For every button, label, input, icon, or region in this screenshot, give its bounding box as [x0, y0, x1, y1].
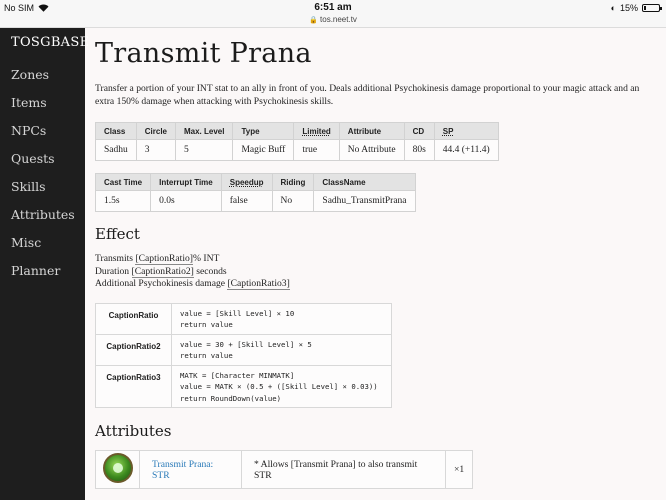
url-bar[interactable]: [0, 15, 666, 24]
sidebar: [0, 28, 90, 500]
table-header-row: [96, 174, 416, 191]
cell-attribute: No Attribute: [339, 140, 404, 161]
effect-line2-prefix: Duration: [95, 265, 132, 277]
page-title: Transmit Prana: [95, 38, 312, 69]
skill-description: Transfer a portion of your INT stat to an ally in front of you. Deals additional Psychokinesis damage proportional to your magic attack and an extra 150% damage when attacking with Psychokinesis skills.: [95, 83, 640, 107]
header-cast-time: Cast Time: [96, 174, 151, 191]
cell-riding: No: [272, 191, 314, 212]
caption-ratio2-link[interactable]: [CaptionRatio2]: [131, 265, 194, 277]
formula-name: CaptionRatio2: [96, 334, 172, 365]
formula-code: value = [Skill Level] × 10 return value: [172, 303, 392, 334]
effect-line: [95, 278, 660, 291]
status-time: 6:51 am: [314, 2, 352, 13]
formula-code: value = 30 + [Skill Level] × 5 return value: [172, 334, 392, 365]
site-logo[interactable]: TOSGBASE: [11, 35, 90, 50]
header-cd: CD: [404, 123, 434, 140]
header-class: Class: [96, 123, 137, 140]
main-content: [95, 28, 660, 489]
caption-ratio3-link[interactable]: [CaptionRatio3]: [227, 278, 290, 289]
effect-line1-prefix: Transmits: [95, 253, 136, 264]
attribute-name-link[interactable]: Transmit Prana: STR: [140, 451, 242, 489]
header-attribute: Attribute: [339, 123, 404, 140]
cell-type: Magic Buff: [233, 140, 294, 161]
cell-sp: 44.4 (+11.4): [434, 140, 498, 161]
effect-line1-suffix: % INT: [193, 253, 220, 264]
skill-info-table: [95, 122, 499, 161]
rotation-lock-icon: ◐: [610, 3, 616, 13]
header-classname: ClassName: [314, 174, 415, 191]
attributes-heading: Attributes: [95, 422, 172, 440]
table-header-row: [96, 123, 499, 140]
effect-line: [95, 253, 660, 266]
header-circle: Circle: [136, 123, 175, 140]
sidebar-item-npcs[interactable]: NPCs: [11, 123, 47, 138]
table-row: [96, 140, 499, 161]
battery-percent: 15%: [619, 3, 638, 13]
status-bar: [0, 0, 666, 28]
formula-name: CaptionRatio: [96, 303, 172, 334]
cell-cd: 80s: [404, 140, 434, 161]
attribute-max-level: ×1: [446, 451, 473, 489]
effect-line2-suffix: seconds: [193, 265, 227, 277]
effect-heading: Effect: [95, 225, 140, 243]
formula-table: [95, 303, 392, 409]
caption-ratio-link[interactable]: [CaptionRatio]: [135, 253, 193, 264]
cell-interrupt-time: 0.0s: [151, 191, 222, 212]
cell-limited: true: [294, 140, 339, 161]
cell-classname: Sadhu_TransmitPrana: [314, 191, 415, 212]
battery-level: [644, 6, 646, 10]
header-riding: Riding: [272, 174, 314, 191]
header-interrupt-time: Interrupt Time: [151, 174, 222, 191]
table-row: [96, 451, 473, 489]
sidebar-item-items[interactable]: Items: [11, 95, 47, 110]
table-row: [96, 334, 392, 365]
header-max-level: Max. Level: [175, 123, 232, 140]
sidebar-item-quests[interactable]: Quests: [11, 151, 55, 166]
url-text: tos.neet.tv: [320, 15, 357, 24]
effect-text: [95, 253, 660, 291]
header-speedup[interactable]: Speedup: [221, 174, 272, 191]
table-row: [96, 191, 416, 212]
cell-cast-time: 1.5s: [96, 191, 151, 212]
lock-icon: 🔒: [309, 17, 318, 24]
sidebar-item-planner[interactable]: Planner: [11, 263, 61, 278]
sidebar-item-misc[interactable]: Misc: [11, 235, 42, 250]
skill-cast-table: [95, 173, 416, 212]
sidebar-item-attributes[interactable]: Attributes: [11, 207, 75, 222]
effect-line: [95, 266, 660, 279]
prana-attribute-icon: [103, 453, 133, 483]
sidebar-item-zones[interactable]: Zones: [11, 67, 50, 82]
header-type: Type: [233, 123, 294, 140]
formula-code: MATK = [Character MINMATK] value = MATK × (0.5 + ([Skill Level] × 0.03)) return RoundDown(value): [172, 365, 392, 408]
attributes-table: [95, 450, 473, 489]
table-row: [96, 365, 392, 408]
effect-line3-prefix: Additional Psychokinesis damage: [95, 278, 228, 289]
formula-name: CaptionRatio3: [96, 365, 172, 408]
cell-speedup: false: [221, 191, 272, 212]
header-sp[interactable]: SP: [434, 123, 498, 140]
status-right: [611, 3, 660, 13]
carrier-label: No SIM: [4, 3, 35, 13]
cell-class: Sadhu: [96, 140, 137, 161]
sidebar-item-skills[interactable]: Skills: [11, 179, 46, 194]
cell-circle: 3: [136, 140, 175, 161]
attribute-description: * Allows [Transmit Prana] to also transmit STR: [242, 451, 446, 489]
battery-icon: [642, 4, 660, 12]
table-row: [96, 303, 392, 334]
attribute-icon-cell: [96, 451, 140, 489]
cell-max-level: 5: [175, 140, 232, 161]
header-limited[interactable]: Limited: [294, 123, 339, 140]
